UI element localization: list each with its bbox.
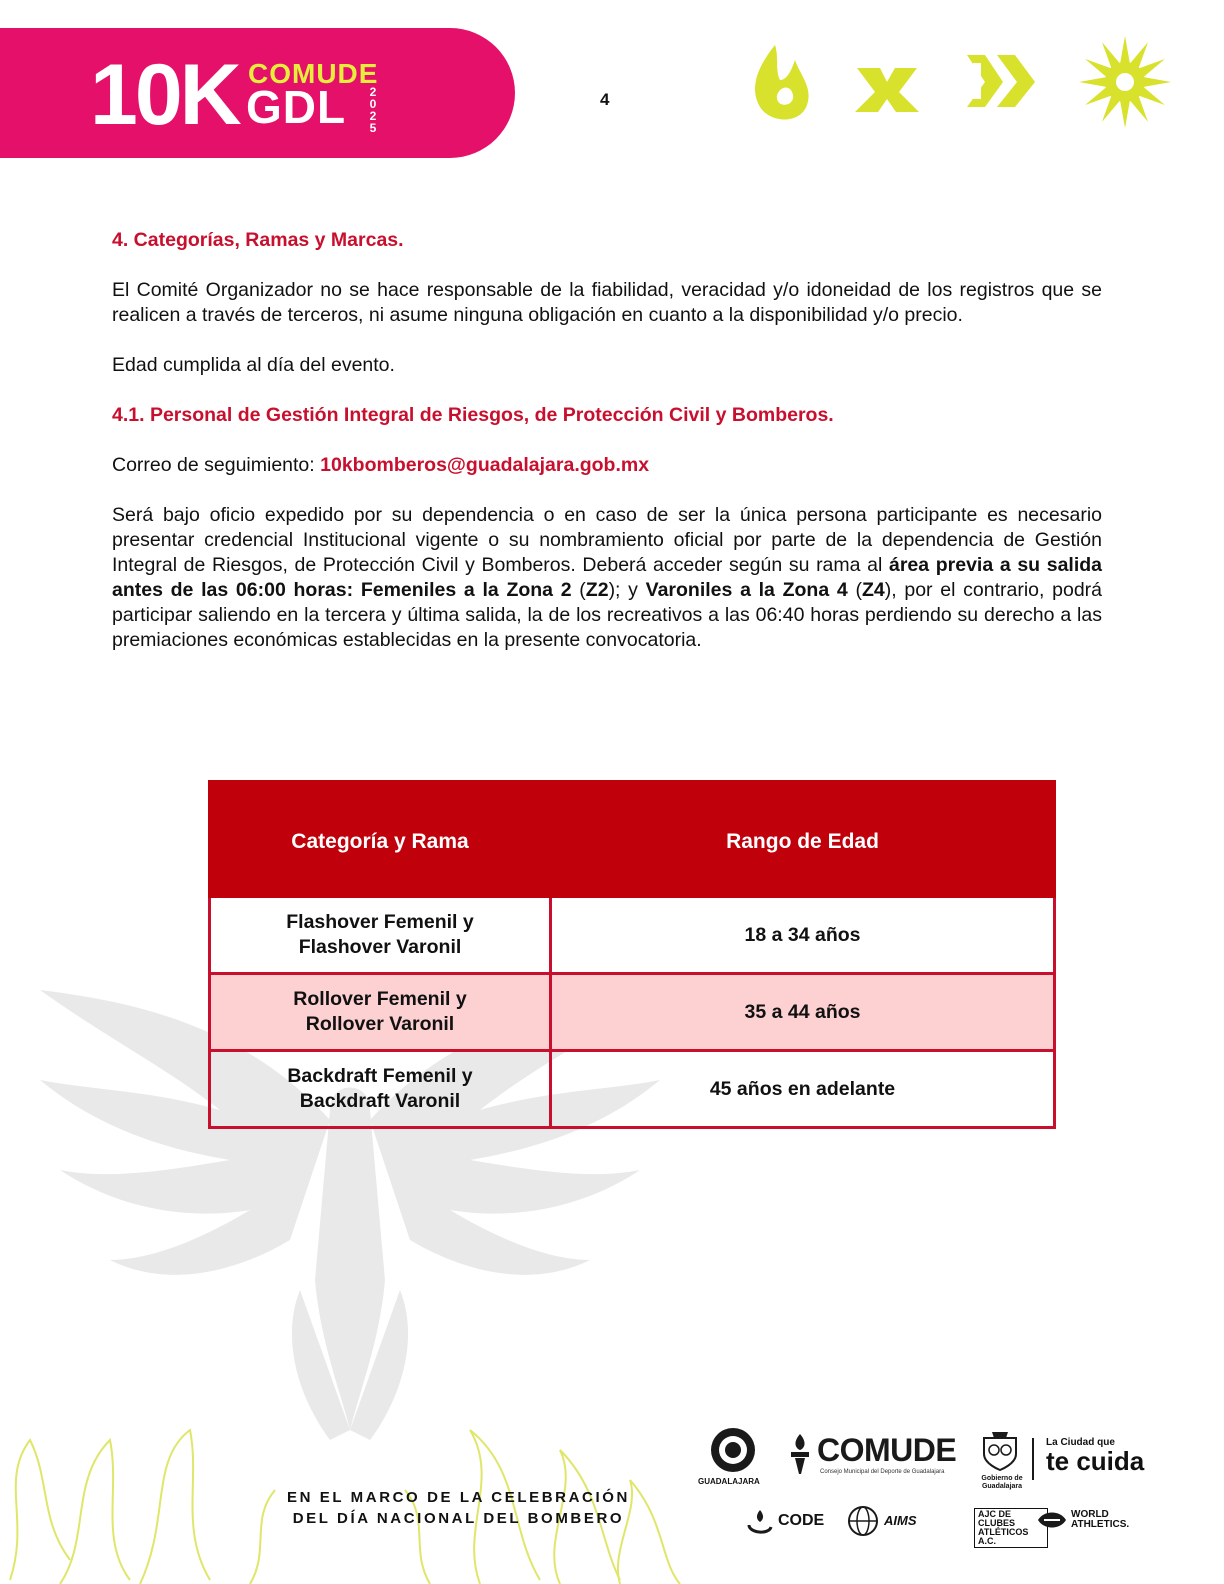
footer-slogan	[287, 1487, 630, 1529]
footer-line: DEL DÍA NACIONAL DEL BOMBERO	[292, 1510, 625, 1527]
paragraph-age: Edad cumplida al día del evento.	[112, 354, 395, 376]
text-run: (	[847, 579, 862, 601]
text-run: ), por el contrario, podrá participar saliendo en la tercera y última salida, la de los recreativos a las 06:40 horas perdiendo su derecho a las premiaciones económicas establecidas en la presente convocatoria.	[112, 579, 1103, 651]
cell-line: Rollover Femenil y	[293, 988, 467, 1010]
sun-icon	[1079, 36, 1171, 128]
aims-globe-icon	[847, 1505, 879, 1537]
wa-line: WORLD	[1071, 1509, 1109, 1520]
sponsor-comude-subtitle: Consejo Municipal del Deporte de Guadalajara	[820, 1469, 945, 1475]
sponsor-code: CODE	[778, 1512, 825, 1529]
header-age-range: Rango de Edad	[551, 785, 1055, 897]
code-logo-icon	[745, 1507, 775, 1537]
logo-year-digit: 2	[369, 85, 377, 99]
cell-age: 45 años en adelante	[551, 1051, 1055, 1128]
sponsor-divider	[1032, 1438, 1034, 1480]
sponsor-lcq-big: te cuida	[1046, 1446, 1145, 1476]
table-header-row	[210, 785, 1055, 897]
coat-of-arms-icon	[978, 1428, 1022, 1472]
logo-comude: COMUDE	[248, 58, 379, 89]
page-number: 4	[600, 90, 610, 109]
table-row	[210, 897, 1055, 974]
document-body	[112, 228, 1102, 653]
text-run: Será bajo oficio expedido por su dependencia o en caso de ser la única persona participante es necesario presentar credencial Institucional vigente o su nombramiento oficial por parte de la dependencia de Gestión Integral de Riesgos, de Protección Civil y Bomberos. Deberá acceder según su rama al	[112, 504, 1102, 576]
table-row	[210, 974, 1055, 1051]
subsection-title: 4.1. Personal de Gestión Integral de Riesgos, de Protección Civil y Bomberos.	[112, 404, 834, 426]
logo-10k: 10K	[90, 47, 239, 143]
contact-label: Correo de seguimiento:	[112, 454, 321, 476]
section-title: 4. Categorías, Ramas y Marcas.	[112, 229, 404, 251]
bomberos-shield-icon	[708, 1425, 758, 1475]
categories-table	[208, 780, 1056, 1129]
cell-line: Flashover Femenil y	[286, 911, 474, 933]
cell-line: Backdraft Varonil	[299, 1090, 461, 1112]
sponsor-gobierno-label: Gobierno de Guadalajara	[981, 1475, 1023, 1490]
cell-category	[210, 1051, 551, 1128]
sponsor-aims: AIMS	[884, 1513, 917, 1528]
cell-age: 18 a 34 años	[551, 897, 1055, 974]
cell-line: Rollover Varonil	[305, 1013, 455, 1035]
paragraph-responsibility: El Comité Organizador no se hace responsable de la fiabilidad, veracidad y/o idoneidad de los registros que se realicen a través de terceros, ni asume ninguna obligación en cuanto a la disponibilidad y/o precio.	[112, 279, 1102, 326]
sponsor-lcq-small: La Ciudad que	[1046, 1437, 1115, 1448]
table-row	[210, 1051, 1055, 1128]
bold-run: Z2	[585, 579, 609, 601]
x-icon	[855, 68, 919, 112]
flame-icon	[755, 45, 809, 120]
text-run: (	[571, 579, 586, 601]
contact-line	[112, 453, 1102, 478]
logo-year-digit: 5	[369, 121, 377, 135]
bold-run: Z4	[861, 579, 885, 601]
cell-category	[210, 897, 551, 974]
sponsor-world-athletics	[1071, 1510, 1129, 1530]
logo-year-digit: 2	[369, 109, 377, 123]
sponsor-ajc: AJC DE CLUBES ATLÉTICOS A.C.	[974, 1508, 1048, 1548]
torch-icon	[789, 1432, 811, 1476]
logo-year	[366, 86, 380, 134]
logo-gdl: GDL	[246, 81, 347, 133]
footer-line: EN EL MARCO DE LA CELEBRACIÓN	[287, 1489, 630, 1506]
header-icons	[745, 35, 1185, 130]
logo-year-digit: 0	[369, 97, 377, 111]
cell-line: Backdraft Femenil y	[287, 1065, 473, 1087]
chevrons-icon	[967, 55, 1035, 107]
cell-age: 35 a 44 años	[551, 974, 1055, 1051]
cell-line: Flashover Varonil	[298, 936, 462, 958]
bold-run: área previa a su salida antes de las 06:00 horas: Femeniles a la Zona 2	[112, 554, 1103, 601]
text-run: ); y	[608, 579, 646, 601]
header-category: Categoría y Rama	[210, 785, 551, 897]
bold-run: Varoniles a la Zona 4	[645, 579, 848, 601]
sponsor-comude: COMUDE	[817, 1432, 957, 1468]
paragraph-access	[112, 503, 1102, 653]
cell-category	[210, 974, 551, 1051]
contact-email-link[interactable]: 10kbomberos@guadalajara.gob.mx	[320, 454, 650, 476]
wa-line: ATHLETICS.	[1071, 1519, 1130, 1530]
sponsor-guadalajara-label: GUADALAJARA	[698, 1477, 760, 1486]
world-athletics-icon	[1036, 1508, 1068, 1532]
